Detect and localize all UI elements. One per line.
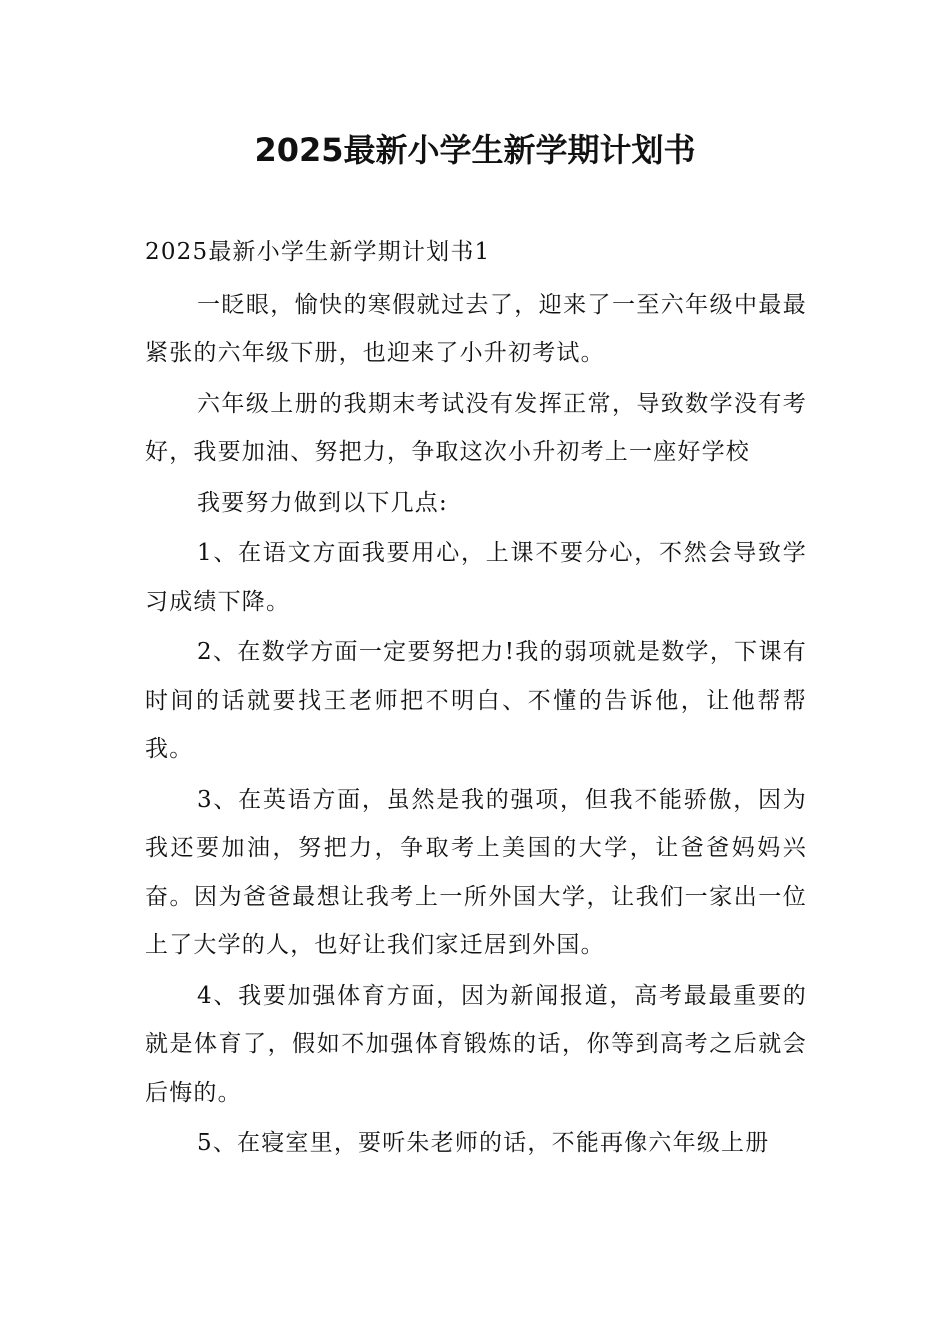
paragraph-item-3: 3、在英语方面，虽然是我的强项，但我不能骄傲，因为我还要加油，努把力，争取考上美国的大学，让爸爸妈妈兴奋。因为爸爸最想让我考上一所外国大学，让我们一家出一位上了大学的人，也好让我们家迁居到外国。 (145, 786, 807, 958)
paragraph-goals-lead: 我要努力做到以下几点: (197, 489, 448, 516)
document-body (145, 228, 807, 1170)
document-title: 2025最新小学生新学期计划书 (254, 131, 696, 169)
paragraph-item-4: 4、我要加强体育方面，因为新闻报道，高考最最重要的就是体育了，假如不加强体育锻炼的话，你等到高考之后就会后悔的。 (145, 982, 807, 1106)
paragraph-intro: 一眨眼，愉快的寒假就过去了，迎来了一至六年级中最最紧张的六年级下册，也迎来了小升初考试。 (145, 291, 807, 366)
paragraph-item-2: 2、在数学方面一定要努把力!我的弱项就是数学，下课有时间的话就要找王老师把不明白、不懂的告诉他，让他帮帮我。 (145, 639, 807, 762)
section-heading: 2025最新小学生新学期计划书1 (145, 239, 491, 265)
paragraph-item-5: 5、在寝室里，要听朱老师的话，不能再像六年级上册 (197, 1130, 770, 1156)
paragraph-item-1: 1、在语文方面我要用心，上课不要分心，不然会导致学习成绩下降。 (145, 540, 807, 615)
paragraph-reflection: 六年级上册的我期末考试没有发挥正常，导致数学没有考好，我要加油、努把力，争取这次小升初考上一座好学校 (145, 390, 807, 465)
